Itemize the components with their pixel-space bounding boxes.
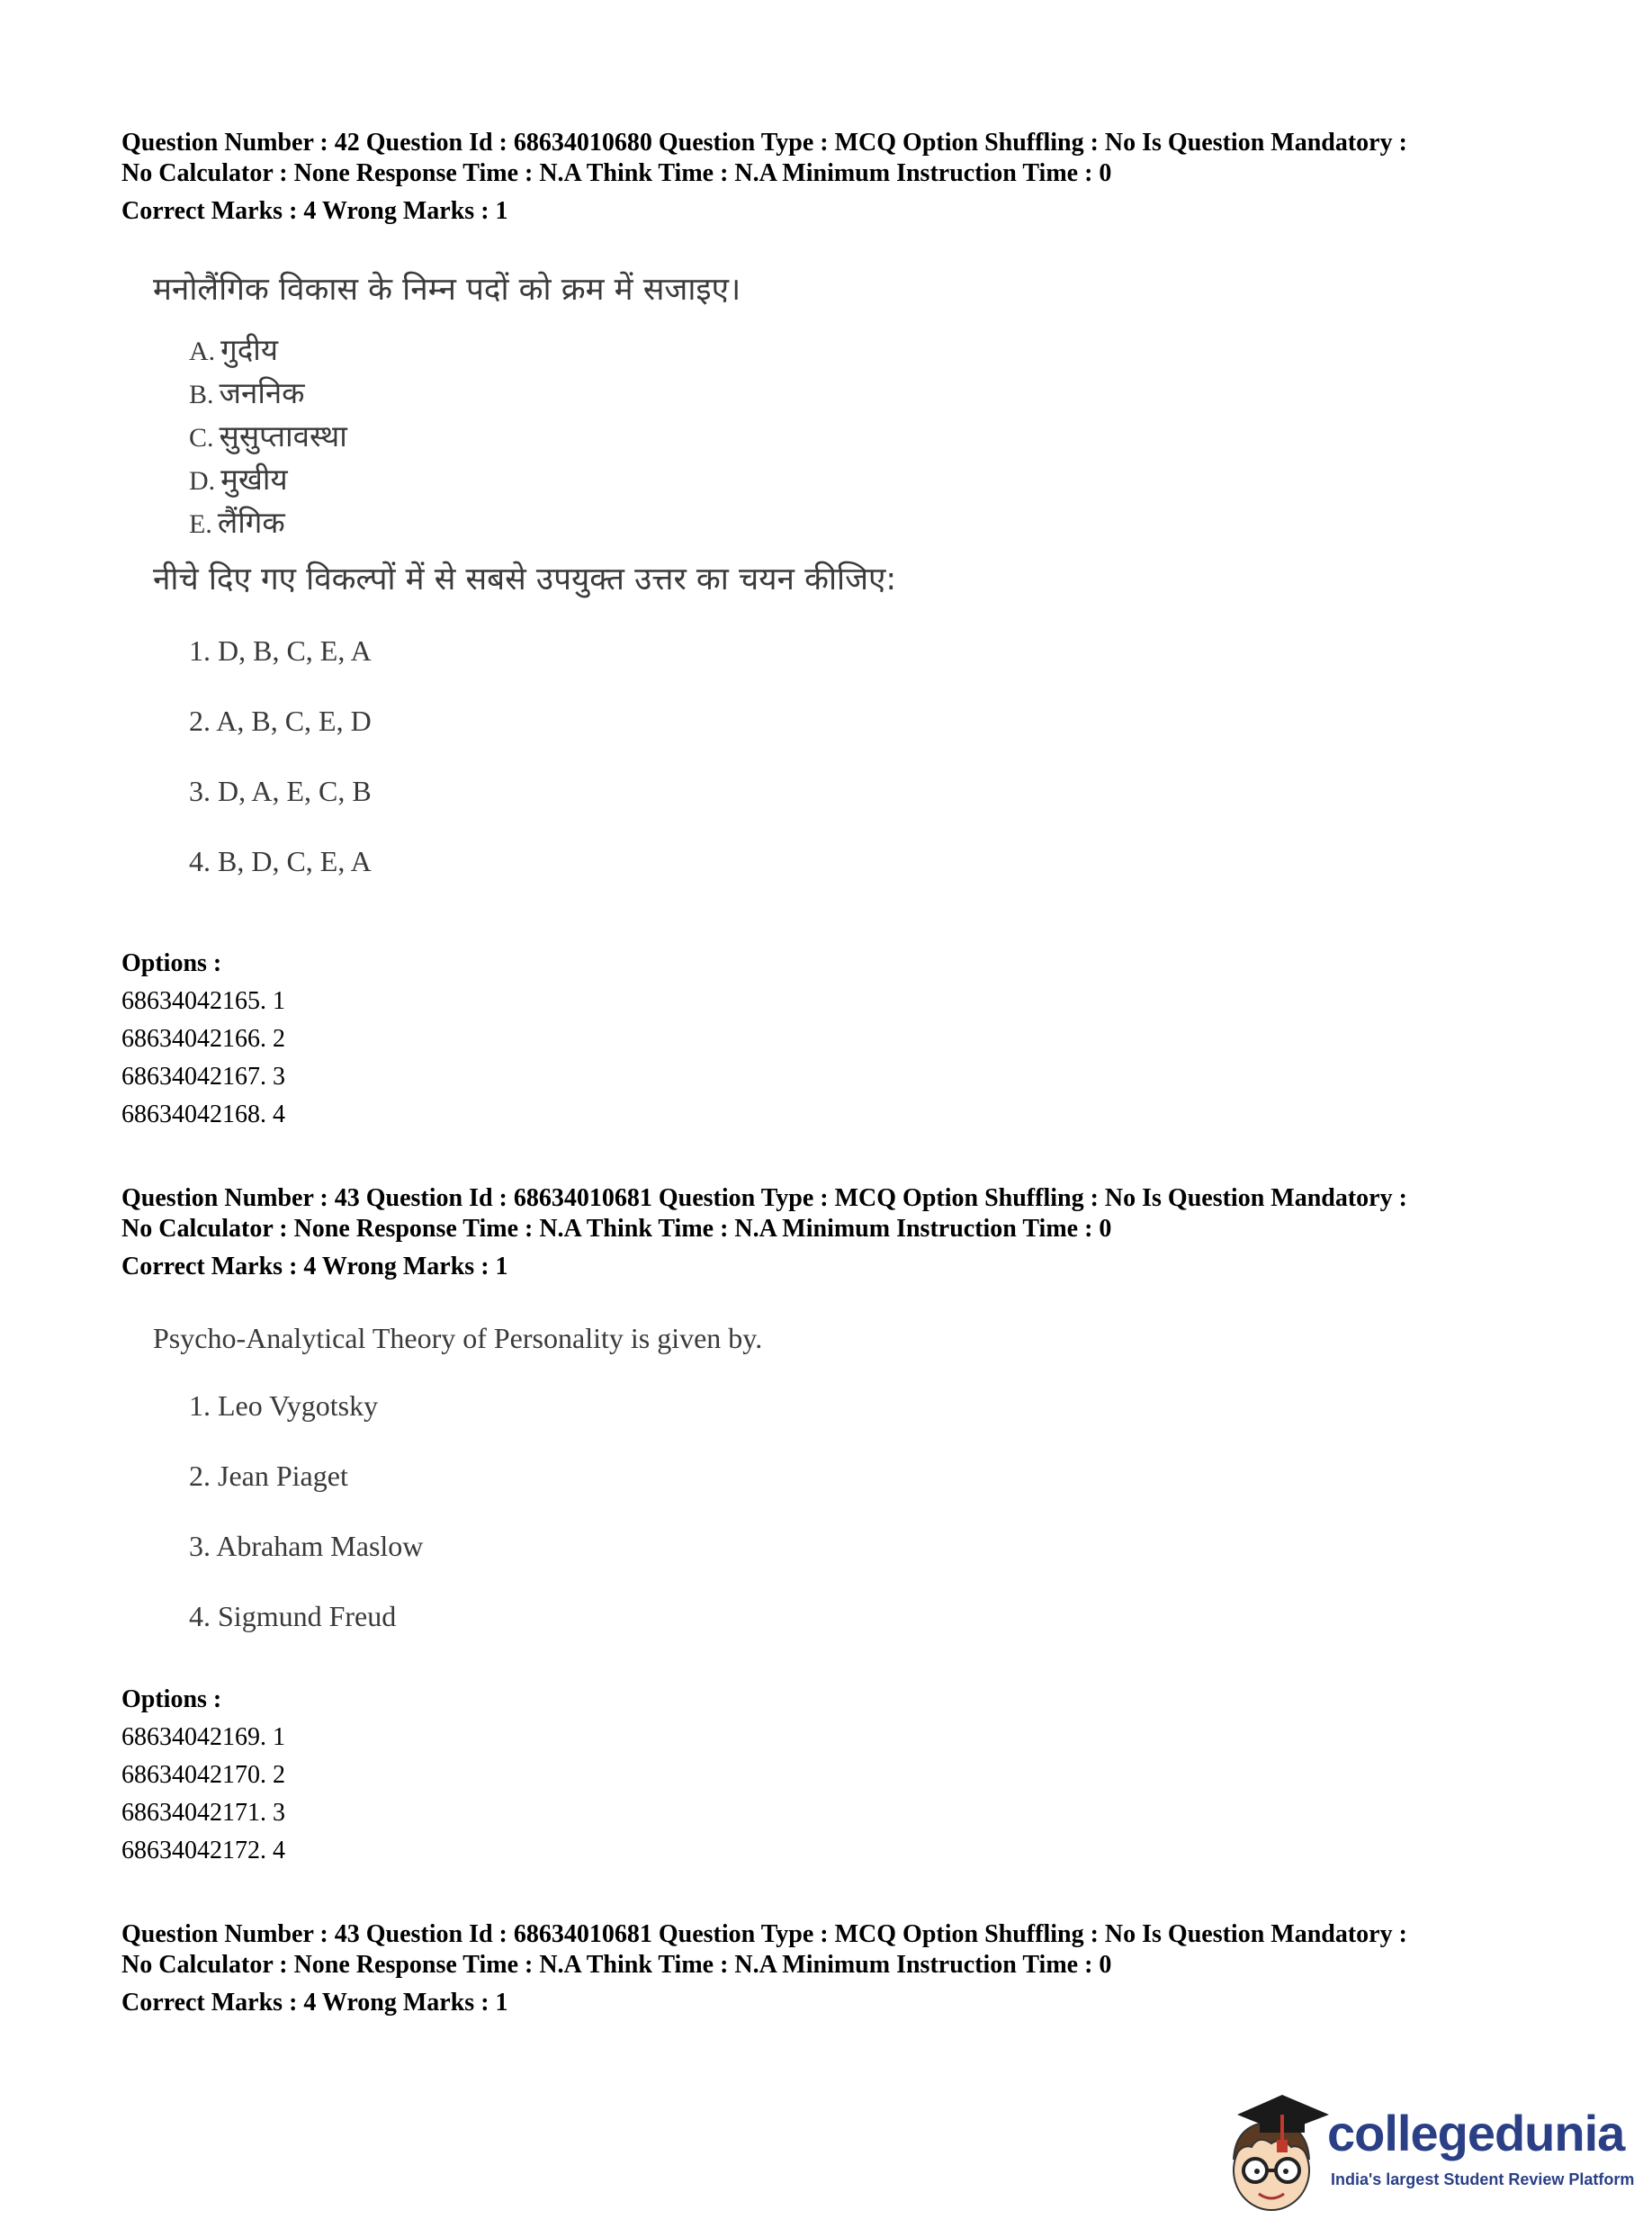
answer-choice: 1. Leo Vygotsky (189, 1389, 379, 1422)
option-row: 68634042168. 4 (121, 1101, 285, 1128)
option-row: 68634042166. 2 (121, 1025, 285, 1053)
question-meta-line2: No Calculator : None Response Time : N.A Think Time : N.A Minimum Instruction Time : 0 (121, 1951, 1112, 1979)
item-text: सुसुप्तावस्था (219, 418, 347, 454)
question-header (121, 1183, 1561, 1282)
options-title: Options : (121, 949, 222, 977)
list-item (189, 459, 896, 502)
item-label: A. (189, 337, 216, 366)
question-header (121, 128, 1561, 227)
list-item (189, 329, 896, 373)
answer-choice: 4. B, D, C, E, A (189, 845, 372, 877)
brand-tagline: India's largest Student Review Platform (1331, 2170, 1635, 2188)
option-row: 68634042169. 1 (121, 1723, 285, 1751)
mascot-icon (1219, 2088, 1332, 2214)
question-meta-line1: Question Number : 43 Question Id : 68634010681 Question Type : MCQ Option Shuffling : No Is Question Mandatory : (121, 1920, 1407, 1948)
item-label: B. (189, 380, 214, 409)
options-title: Options : (121, 1685, 222, 1713)
list-item (189, 373, 896, 416)
item-text: जननिक (219, 375, 305, 410)
question-instruction: नीचे दिए गए विकल्पों में से सबसे उपयुक्त उत्तर का चयन कीजिए: (153, 561, 897, 597)
option-row: 68634042171. 3 (121, 1799, 285, 1827)
question-meta-line2: No Calculator : None Response Time : N.A Think Time : N.A Minimum Instruction Time : 0 (121, 1215, 1112, 1243)
item-text: लैंगिक (217, 505, 285, 540)
choice-list (189, 1370, 762, 1651)
item-label: E. (189, 509, 212, 539)
item-label: C. (189, 423, 214, 453)
answer-choice: 3. D, A, E, C, B (189, 775, 372, 807)
list-item (189, 502, 896, 545)
question-stem: मनोलैंगिक विकास के निम्न पदों को क्रम में सजाइए। (153, 272, 741, 308)
collegedunia-logo (1219, 2088, 1642, 2214)
question-body (153, 270, 896, 896)
question-marks: Correct Marks : 4 Wrong Marks : 1 (121, 1253, 508, 1280)
answer-choice: 1. D, B, C, E, A (189, 634, 372, 667)
option-row: 68634042165. 1 (121, 987, 285, 1015)
option-row: 68634042172. 4 (121, 1837, 285, 1864)
question-header (121, 1919, 1561, 2018)
question-meta-line2: No Calculator : None Response Time : N.A Think Time : N.A Minimum Instruction Time : 0 (121, 159, 1112, 187)
item-text: गुदीय (220, 332, 278, 367)
question-marks: Correct Marks : 4 Wrong Marks : 1 (121, 1989, 508, 2017)
option-row: 68634042167. 3 (121, 1063, 285, 1091)
brand-name: collegedunia (1327, 2105, 1625, 2161)
list-item (189, 416, 896, 459)
answer-choice: 4. Sigmund Freud (189, 1600, 397, 1632)
question-body (153, 1318, 762, 1651)
option-row: 68634042170. 2 (121, 1761, 285, 1789)
item-list (189, 329, 896, 545)
question-marks: Correct Marks : 4 Wrong Marks : 1 (121, 197, 508, 225)
question-meta-line1: Question Number : 43 Question Id : 68634010681 Question Type : MCQ Option Shuffling : No Is Question Mandatory : (121, 1184, 1407, 1212)
answer-choice: 3. Abraham Maslow (189, 1530, 424, 1562)
item-label: D. (189, 466, 216, 496)
question-stem: Psycho-Analytical Theory of Personality is given by. (153, 1322, 763, 1354)
answer-choice: 2. Jean Piaget (189, 1460, 348, 1492)
options-block (121, 1681, 285, 1870)
item-text: मुखीय (220, 462, 288, 497)
choice-list (189, 615, 896, 896)
question-meta-line1: Question Number : 42 Question Id : 68634010680 Question Type : MCQ Option Shuffling : No Is Question Mandatory : (121, 129, 1407, 157)
options-block (121, 945, 285, 1134)
answer-choice: 2. A, B, C, E, D (189, 705, 372, 737)
